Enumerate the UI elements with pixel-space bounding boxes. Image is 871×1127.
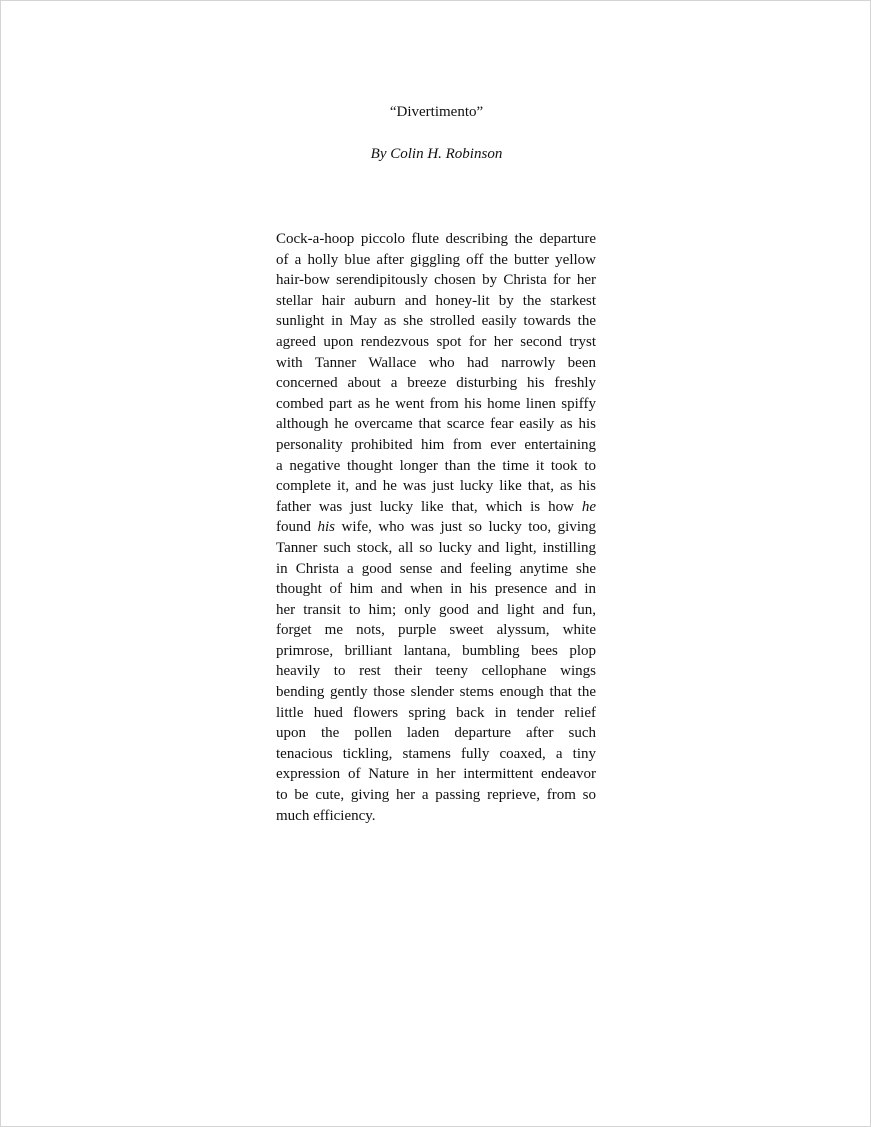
body-line: forget me nots, purple sweet alyssum, white bbox=[276, 622, 596, 639]
body-line: agreed upon rendezvous spot for her second tryst bbox=[276, 333, 596, 350]
body-line-text: father was just lucky like that, which is how bbox=[276, 498, 582, 515]
body-line: hair-bow serendipitously chosen by Christa for her bbox=[276, 272, 596, 289]
body-line: of a holly blue after giggling off the butter yellow bbox=[276, 251, 596, 268]
body-line: heavily to rest their teeny cellophane wings bbox=[276, 663, 596, 680]
body-line: concerned about a breeze disturbing his freshly bbox=[276, 375, 596, 392]
document-byline: By Colin H. Robinson bbox=[370, 146, 503, 162]
body-line bbox=[276, 497, 596, 518]
body-line: little hued flowers spring back in tender relief bbox=[276, 704, 596, 721]
body-line: Cock-a-hoop piccolo flute describing the departure bbox=[276, 231, 596, 247]
body-line-text: wife, who was just so lucky too, giving bbox=[335, 519, 596, 536]
body-line: upon the pollen laden departure after such bbox=[276, 725, 596, 742]
body-line: sunlight in May as she strolled easily towards the bbox=[276, 313, 596, 330]
body-line: expression of Nature in her intermittent endeavor bbox=[276, 766, 596, 783]
body-line: tenacious tickling, stamens fully coaxed, a tiny bbox=[276, 745, 596, 762]
body-line: stellar hair auburn and honey-lit by the starkest bbox=[276, 292, 596, 309]
body-line-emphasis: his bbox=[317, 519, 335, 536]
body-line: with Tanner Wallace who had narrowly been bbox=[276, 354, 596, 371]
body-line: her transit to him; only good and light and fun, bbox=[276, 601, 596, 618]
body-line: personality prohibited him from ever entertaining bbox=[276, 436, 596, 453]
body-line: primrose, brilliant lantana, bumbling bees plop bbox=[276, 642, 596, 659]
body-line: complete it, and he was just lucky like that, as his bbox=[276, 478, 596, 495]
document-title: “Divertimento” bbox=[389, 104, 484, 120]
body-line-emphasis: he bbox=[581, 498, 596, 515]
body-line: a negative thought longer than the time it took to bbox=[276, 457, 596, 474]
body-line: thought of him and when in his presence and in bbox=[276, 581, 596, 598]
body-line-text: found bbox=[276, 519, 318, 536]
body-line-final: much efficiency. bbox=[276, 807, 376, 824]
body-line: Tanner such stock, all so lucky and light, instilling bbox=[276, 539, 596, 556]
body-line: bending gently those slender stems enough that the bbox=[276, 684, 596, 701]
document-body bbox=[276, 229, 596, 826]
body-line: although he overcame that scarce fear easily as his bbox=[276, 416, 596, 433]
body-line: in Christa a good sense and feeling anytime she bbox=[276, 560, 596, 577]
body-line: to be cute, giving her a passing reprieve, from so bbox=[276, 787, 596, 804]
body-line: combed part as he went from his home linen spiffy bbox=[276, 395, 596, 412]
body-line bbox=[276, 517, 596, 538]
